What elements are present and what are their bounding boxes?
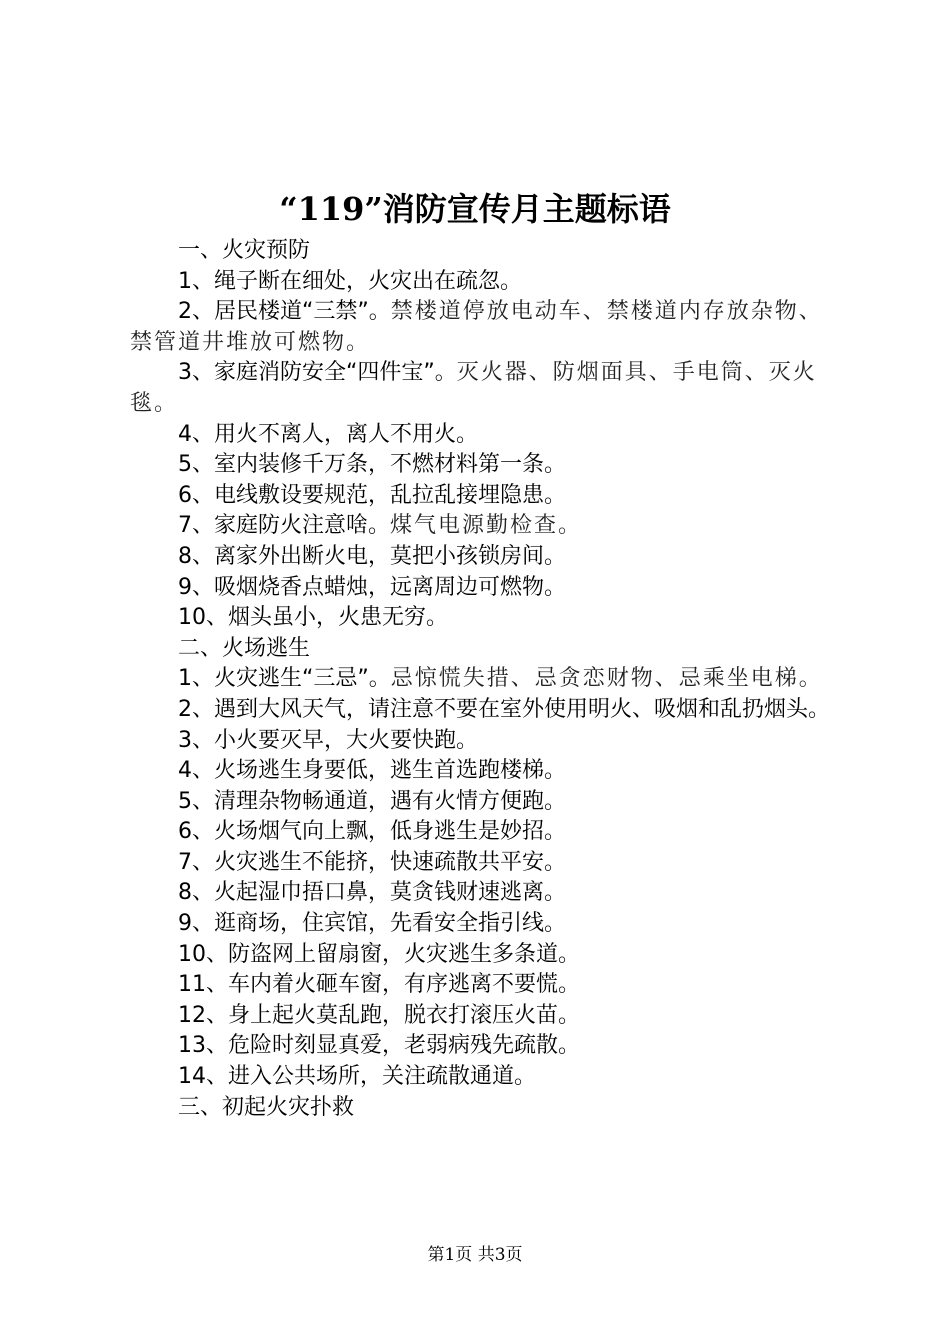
list-item: 2、居民楼道“三禁”。禁楼道停放电动车、禁楼道内存放杂物、禁管道井堆放可燃物。 [130, 299, 823, 355]
list-item: 6、火场烟气向上飘，低身逃生是妙招。 [178, 819, 566, 845]
section-heading: 二、火场逃生 [178, 635, 311, 661]
section-heading: 三、初起火灾扑救 [178, 1094, 355, 1120]
document-body [130, 236, 835, 1123]
list-item: 12、身上起火莫乱跑，脱衣打滚压火苗。 [178, 1002, 580, 1028]
list-item: 14、进入公共场所，关注疏散通道。 [178, 1064, 536, 1090]
list-item: 4、用火不离人，离人不用火。 [178, 421, 478, 447]
page-number: 第1页 共3页 [427, 1245, 523, 1265]
list-item: 10、防盗网上留扇窗，火灾逃生多条道。 [178, 941, 580, 967]
list-item: 2、遇到大风天气，请注意不要在室外使用明火、吸烟和乱扔烟头。 [178, 696, 830, 722]
list-item: 1、绳子断在细处，火灾出在疏忽。 [178, 268, 522, 294]
list-item: 3、家庭消防安全“四件宝”。灭火器、防烟面具、手电筒、灭火毯。 [130, 360, 817, 416]
list-item: 13、危险时刻显真爱，老弱病残先疏散。 [178, 1033, 580, 1059]
list-item: 11、车内着火砸车窗，有序逃离不要慌。 [178, 972, 580, 998]
list-item: 3、小火要灭早，大火要快跑。 [178, 727, 478, 753]
list-item: 4、火场逃生身要低，逃生首选跑楼梯。 [178, 758, 566, 784]
list-item: 9、逛商场，住宾馆，先看安全指引线。 [178, 911, 566, 937]
list-item: 5、清理杂物畅通道，遇有火情方便跑。 [178, 788, 566, 814]
list-item: 1、火灾逃生“三忌”。忌惊慌失措、忌贪恋财物、忌乘坐电梯。 [178, 666, 823, 692]
list-item: 7、火灾逃生不能挤，快速疏散共平安。 [178, 849, 566, 875]
list-item: 5、室内装修千万条，不燃材料第一条。 [178, 452, 566, 478]
document-title: “119”消防宣传月主题标语 [279, 190, 671, 228]
list-item: 9、吸烟烧香点蜡烛，远离周边可燃物。 [178, 574, 566, 600]
list-item: 8、离家外出断火电，莫把小孩锁房间。 [178, 543, 566, 569]
section-heading: 一、火灾预防 [178, 238, 311, 263]
list-item: 6、电线敷设要规范，乱拉乱接埋隐患。 [178, 482, 566, 508]
list-item: 7、家庭防火注意啥。煤气电源勤检查。 [178, 513, 583, 539]
list-item: 8、火起湿巾捂口鼻，莫贪钱财速逃离。 [178, 880, 566, 906]
list-item: 10、烟头虽小，火患无穷。 [178, 605, 448, 631]
